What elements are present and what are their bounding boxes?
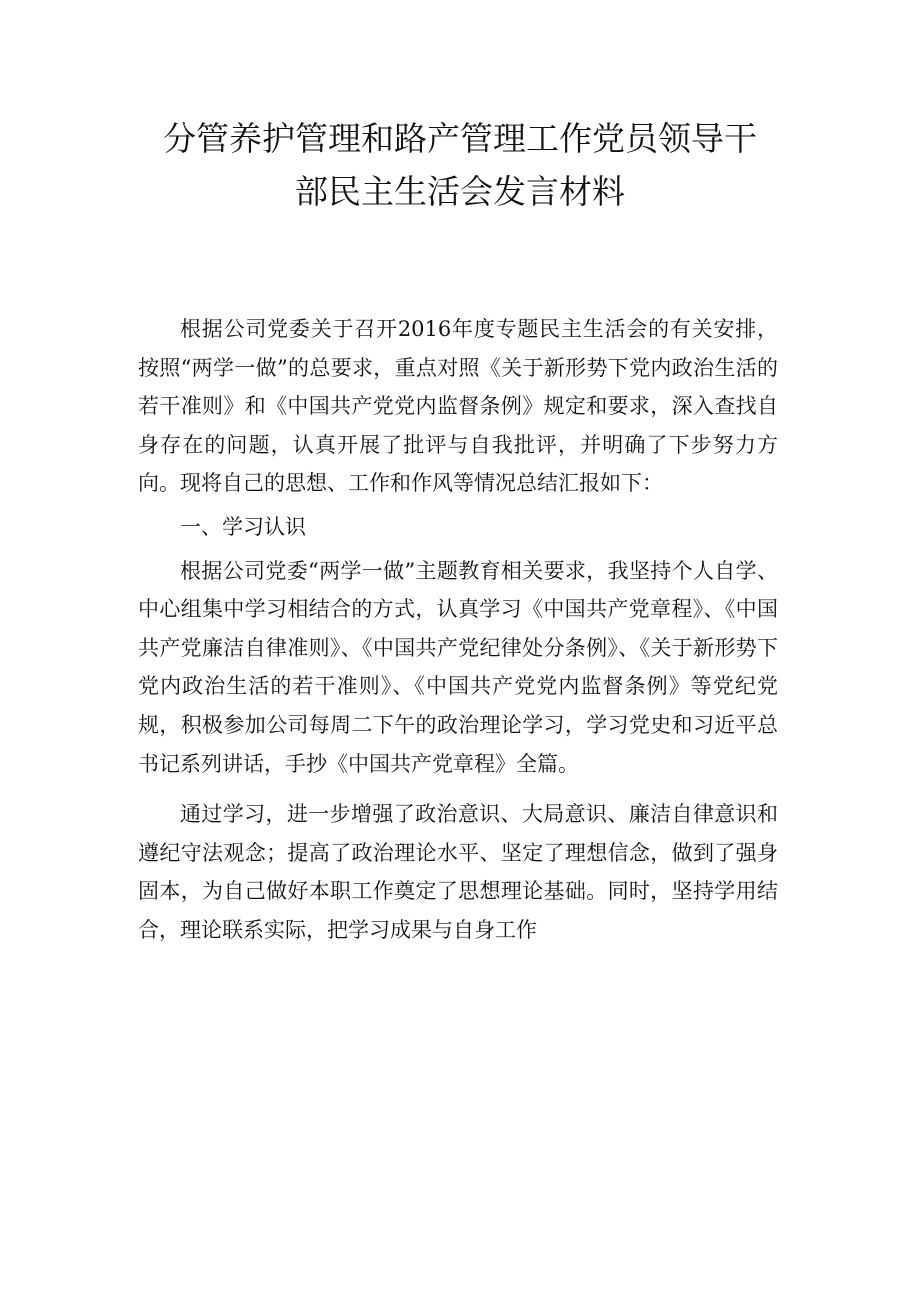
document-body bbox=[138, 310, 778, 950]
intro-paragraph: 根据公司党委关于召开2016年度专题民主生活会的有关安排，按照“两学一做”的总要求，重点对照《关于新形势下党内政治生活的若干准则》和《中国共产党党内监督条例》规定和要求，深入查找自身存在的问题，认真开展了批评与自我批评，并明确了下步努力方向。现将自己的思想、工作和作风等情况总结汇报如下： bbox=[138, 317, 778, 496]
title-line-1: 分管养护管理和路产管理工作党员领导干 bbox=[163, 119, 757, 158]
result-paragraph: 通过学习，进一步增强了政治意识、大局意识、廉洁自律意识和遵纪守法观念；提高了政治理论水平、坚定了理想信念，做到了强身固本，为自己做好本职工作奠定了思想理论基础。同时，坚持学用结合，理论联系实际，把学习成果与自身工作 bbox=[138, 802, 778, 942]
document-title bbox=[0, 112, 920, 218]
title-line-2: 部民主生活会发言材料 bbox=[295, 172, 625, 211]
section-heading: 一、学习认识 bbox=[180, 514, 306, 539]
study-paragraph: 根据公司党委“两学一做”主题教育相关要求，我坚持个人自学、中心组集中学习相结合的方式，认真学习《中国共产党章程》、《中国共产党廉洁自律准则》、《中国共产党纪律处分条例》、《关于新形势下党内政治生活的若干准则》、《中国共产党党内监督条例》等党纪党规，积极参加公司每周二下午的政治理论学习，学习党史和习近平总书记系列讲话，手抄《中国共产党章程》全篇。 bbox=[138, 558, 778, 776]
